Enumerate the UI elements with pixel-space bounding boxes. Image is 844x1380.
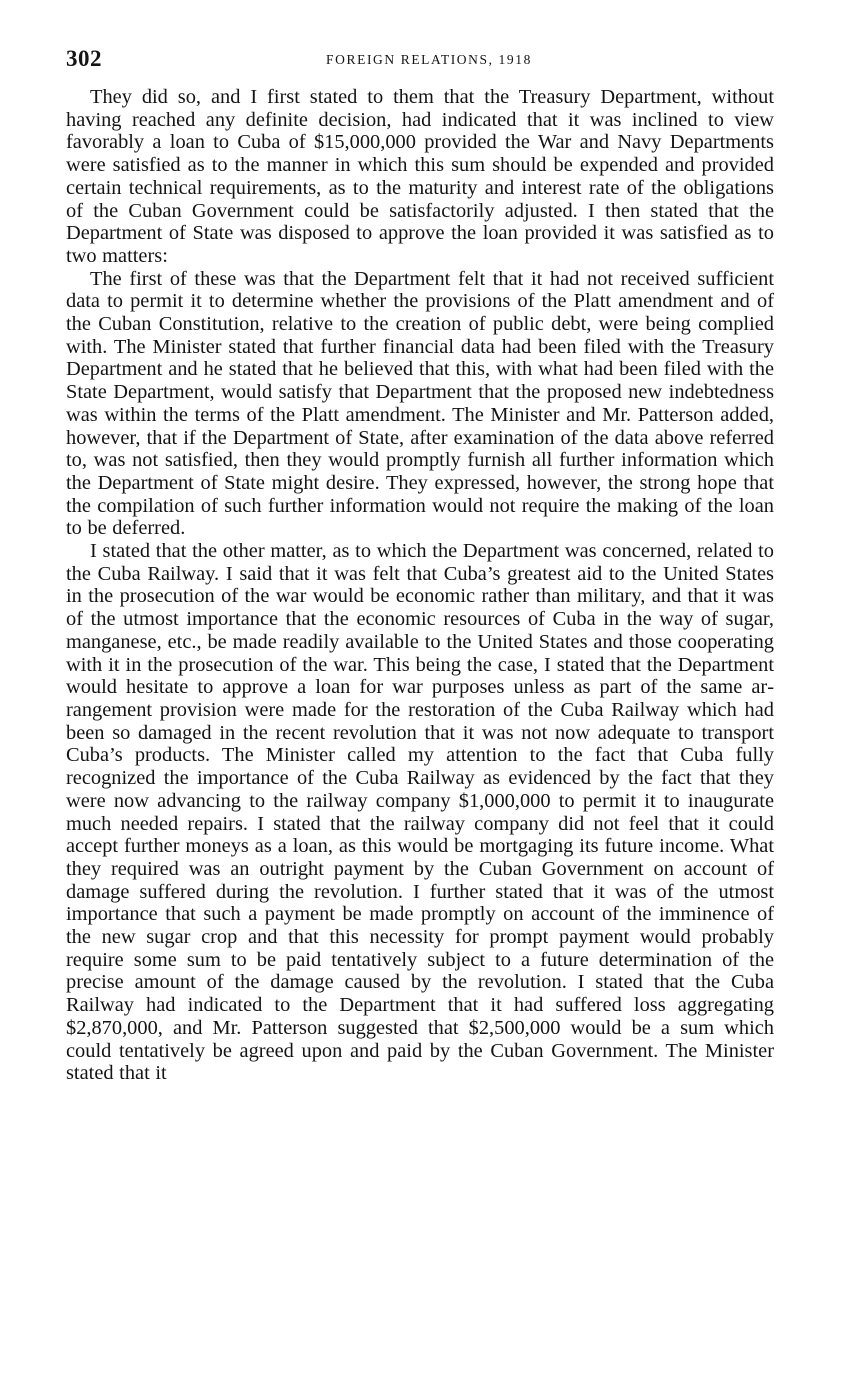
running-title: FOREIGN RELATIONS, 1918: [326, 52, 532, 67]
document-page: [66, 44, 774, 1085]
paragraph-treasury-loan: They did so, and I first stated to them that the Treasury Department, without having reached any definite decision, had indicated that it was inclined to view favorably a loan to Cuba of $15,000,000 provided the War and Navy Departments were satisfied as to the manner in which this sum should be expended and provided certain technical requirements, as to the maturity and interest rate of the obligations of the Cuban Government could be satisfactorily adjusted. I then stated that the Department of State was disposed to approve the loan provided it was satisfied as to two matters:: [66, 86, 774, 267]
paragraph-platt-amendment: The first of these was that the Department felt that it had not received sufficient data to permit it to determine whether the provisions of the Platt amendment and of the Cuban Constitution, relative to the creation of public debt, were being complied with. The Minister stated that further financial data had been filed with the Treasury Department and he stated that he believed that this, with what had been filed with the State Department, would satisfy that Department that the proposed new indebtedness was within the terms of the Platt amendment. The Minister and Mr. Patterson added, however, that if the Department of State, after examination of the data above referred to, was not satisfied, then they would promptly furnish all further information which the Department of State might desire. They expressed, however, the strong hope that the compilation of such further information would not require the making of the loan to be deferred.: [66, 267, 774, 540]
body-text: [66, 86, 774, 1085]
paragraph-cuba-railway: I stated that the other matter, as to which the Department was concerned, related to the Cuba Railway. I said that it was felt that Cuba’s greatest aid to the United States in the prosecution of the war would be economic rather than military, and that it was of the utmost importance that the economic resources of Cuba in the way of sugar, manganese, etc., be made readily available to the United States and those cooperating with it in the prosecution of the war. This being the case, I stated that the Department would hesitate to approve a loan for war purposes unless as part of the same arrangement provision were made for the restoration of the Cuba Railway which had been so damaged in the recent revolution that it was not now adequate to transport Cuba’s products. The Minister called my attention to the fact that Cuba fully recognized the importance of the Cuba Railway as evidenced by the fact that they were now advancing to the railway company $1,000,000 to permit it to inaugurate much needed repairs. I stated that the railway company did not feel that it could accept further moneys as a loan, as this would be mortgaging its future income. What they required was an outright payment by the Cuban Government on account of damage suffered during the revolution. I further stated that it was of the utmost importance that such a payment be made promptly on account of the imminence of the new sugar crop and that this necessity for prompt payment would probably require some sum to be paid tentatively subject to a future determination of the precise amount of the damage caused by the revolution. I stated that the Cuba Railway had indicated to the Department that it had suffered loss aggregating $2,870,000, and Mr. Patterson suggested that $2,500,000 would be a sum which could tentatively be agreed upon and paid by the Cuban Government. The Minister stated that it: [66, 540, 774, 1085]
running-header: [66, 44, 774, 78]
page-number: 302: [66, 46, 102, 71]
